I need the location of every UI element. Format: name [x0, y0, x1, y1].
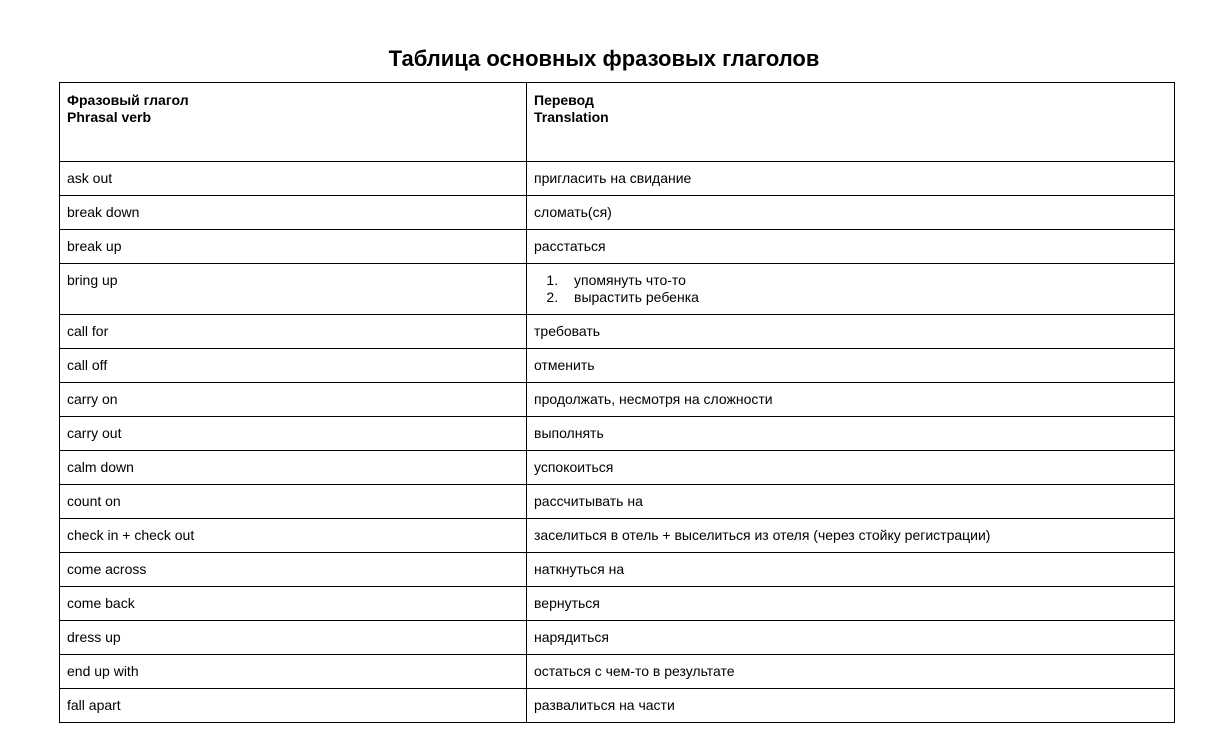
verb-cell: dress up — [60, 621, 527, 655]
translation-cell: расстаться — [527, 230, 1175, 264]
translation-cell: нарядиться — [527, 621, 1175, 655]
table-row — [60, 349, 1175, 383]
table-row — [60, 383, 1175, 417]
verb-cell: come back — [60, 587, 527, 621]
translation-cell: наткнуться на — [527, 553, 1175, 587]
header-label-ru: Перевод — [534, 92, 594, 108]
translation-cell: вернуться — [527, 587, 1175, 621]
translation-cell: выполнять — [527, 417, 1175, 451]
verb-cell: break down — [60, 196, 527, 230]
translation-list-item: 1. упомянуть что-то — [562, 272, 1167, 289]
table-row — [60, 196, 1175, 230]
verb-cell: calm down — [60, 451, 527, 485]
verb-cell: end up with — [60, 655, 527, 689]
verb-cell: carry on — [60, 383, 527, 417]
table-row — [60, 162, 1175, 196]
phrasal-verbs-table — [59, 82, 1175, 723]
translation-cell: рассчитывать на — [527, 485, 1175, 519]
table-row — [60, 417, 1175, 451]
verb-cell: come across — [60, 553, 527, 587]
translation-cell: успокоиться — [527, 451, 1175, 485]
table-header-row — [60, 83, 1175, 162]
translation-cell: требовать — [527, 315, 1175, 349]
translation-cell: заселиться в отель + выселиться из отеля (через стойку регистрации) — [527, 519, 1175, 553]
table-row — [60, 264, 1175, 315]
verb-cell: count on — [60, 485, 527, 519]
table-row — [60, 587, 1175, 621]
translation-cell: продолжать, несмотря на сложности — [527, 383, 1175, 417]
header-label-en: Phrasal verb — [67, 109, 152, 125]
table-row — [60, 689, 1175, 723]
page-title: Таблица основных фразовых глаголов — [388, 46, 820, 71]
table-row — [60, 451, 1175, 485]
verb-cell: check in + check out — [60, 519, 527, 553]
translation-cell: остаться с чем-то в результате — [527, 655, 1175, 689]
verb-cell: fall apart — [60, 689, 527, 723]
header-cell-translation — [527, 83, 1175, 162]
verb-cell: call off — [60, 349, 527, 383]
table-row — [60, 485, 1175, 519]
translation-cell: пригласить на свидание — [527, 162, 1175, 196]
verb-cell: carry out — [60, 417, 527, 451]
table-row — [60, 621, 1175, 655]
translation-list — [534, 272, 1167, 306]
verb-cell: ask out — [60, 162, 527, 196]
header-label-ru: Фразовый глагол — [67, 92, 189, 108]
verb-cell: call for — [60, 315, 527, 349]
translation-cell: отменить — [527, 349, 1175, 383]
translation-cell — [527, 264, 1175, 315]
translation-cell: сломать(ся) — [527, 196, 1175, 230]
verb-cell: break up — [60, 230, 527, 264]
table-row — [60, 315, 1175, 349]
table-row — [60, 655, 1175, 689]
header-cell-verb — [60, 83, 527, 162]
verb-cell: bring up — [60, 264, 527, 315]
table-row — [60, 519, 1175, 553]
table-row — [60, 230, 1175, 264]
translation-cell: развалиться на части — [527, 689, 1175, 723]
table-row — [60, 553, 1175, 587]
translation-list-item: 2. вырастить ребенка — [562, 289, 1167, 306]
header-label-en: Translation — [534, 109, 609, 125]
